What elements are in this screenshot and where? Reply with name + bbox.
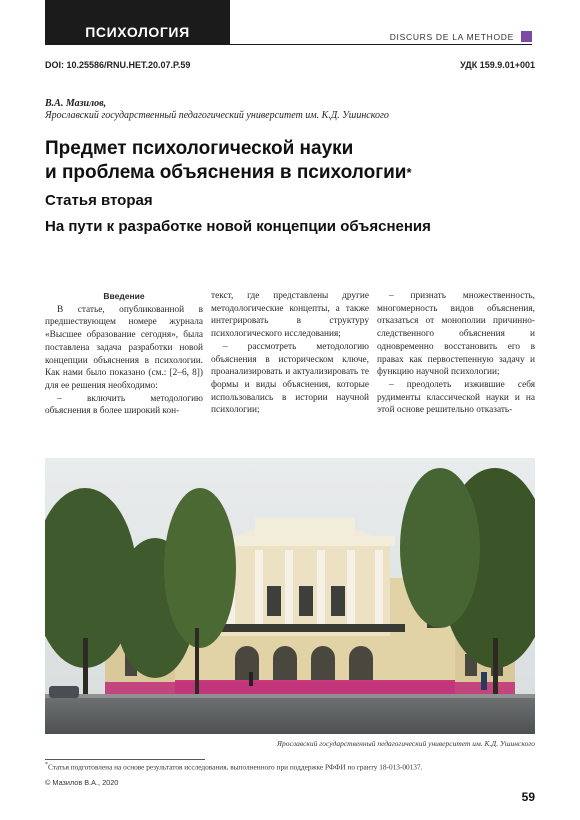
footnote <box>45 762 422 771</box>
author-affiliation: Ярославский государственный педагогический университет им. К.Д. Ушинского <box>45 110 389 121</box>
header-rule <box>45 44 532 45</box>
body-column-1 <box>45 290 203 418</box>
university-building-photo <box>45 458 535 734</box>
section-heading: Введение <box>103 291 145 301</box>
body-column-3 <box>377 290 535 417</box>
article-subtitle-1: Статья вторая <box>45 192 153 209</box>
copyright: © Мазилов В.А., 2020 <box>45 778 119 787</box>
figure-caption: Ярославский государственный педагогический университет им. К.Д. Ушинского <box>277 739 535 748</box>
title-line-2: и проблема объяснения в психологии* <box>45 162 412 183</box>
journal-accent-square <box>521 31 532 42</box>
footnote-rule <box>45 759 205 760</box>
author-name: В.А. Мазилов, <box>45 98 107 109</box>
journal-name: DISCURS DE LA METHODE <box>389 32 514 42</box>
body-column-2 <box>211 290 369 417</box>
footnote-text: Статья подготовлена на основе результатов исследования, выполненного при поддержке РФФИ по гранту 18-013-00137. <box>48 762 423 772</box>
title-footnote-mark: * <box>406 165 412 180</box>
paragraph: текст, где представлены другие методологические концепты, а также интегрировать в структуру психологического исследования; <box>211 291 369 340</box>
doi: DOI: 10.25586/RNU.HET.20.07.P.59 <box>45 60 191 70</box>
footnote-mark: * <box>45 762 48 768</box>
paragraph: – преодолеть изжившие себя рудименты классической науки и на этой основе решительно отказать- <box>377 379 535 416</box>
page-number: 59 <box>521 790 535 804</box>
section-label: ПСИХОЛОГИЯ <box>45 0 230 45</box>
article-title <box>45 137 525 185</box>
title-line-1: Предмет психологической науки <box>45 138 354 159</box>
article-subtitle-2: На пути к разработке новой концепции объяснения <box>45 218 431 235</box>
paragraph: – включить методологию объяснения в более широкий кон- <box>45 393 203 417</box>
udk: УДК 159.9.01+001 <box>460 60 535 70</box>
paragraph: В статье, опубликованной в предшествующем номере журнала «Высшее образование сегодня», была поставлена задача разработки новой концепции объяснения в психологии. Как нами было показано (см.: [2–6, 8]) для ее решения необходимо: <box>45 304 203 391</box>
paragraph: – рассмотреть методологию объяснения в историческом ключе, проанализировать и актуализировать те формы и виды объяснения, которые использовались в истории научной психологии; <box>211 341 369 416</box>
paragraph: – признать множественность, многомерность видов объяснения, отказаться от монополии причинно-следственного объяснения и одновременно восстановить его в правах как первостепенную задачу и функцию научной психологии; <box>377 291 535 378</box>
